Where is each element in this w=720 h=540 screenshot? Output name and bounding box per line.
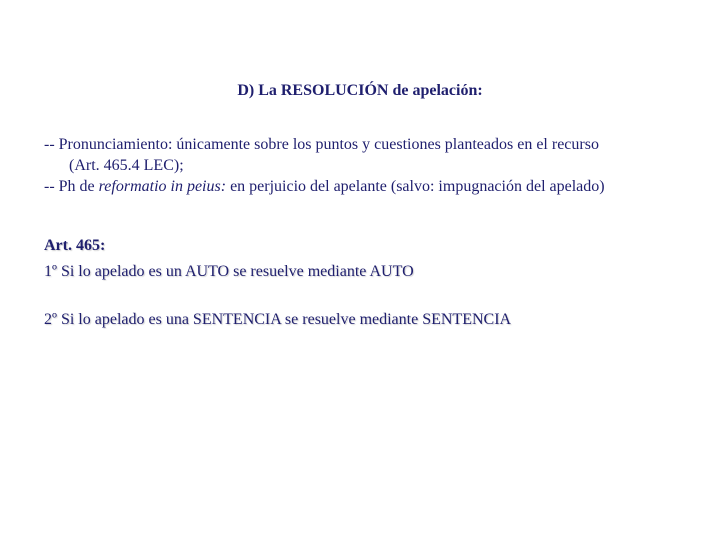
bullet-reformatio-italic: reformatio in peius: [98, 178, 227, 195]
bullet-list [44, 134, 704, 197]
bullet-pronunciamiento-continuation-text: (Art. 465.4 LEC); [69, 157, 184, 174]
article-rule-sentencia: 2º Si lo apelado es una SENTENCIA se resuelve mediante SENTENCIA [44, 311, 512, 328]
slide-title: D) La RESOLUCIÓN de apelación: [237, 82, 483, 99]
bullet-pronunciamiento [44, 134, 704, 155]
bullet-pronunciamiento-text: -- Pronunciamiento: únicamente sobre los puntos y cuestiones planteados en el recurso [44, 136, 599, 153]
article-block [44, 233, 704, 285]
article-heading: Art. 465: [44, 237, 106, 254]
bullet-reformatio-prefix: -- Ph de [44, 178, 99, 195]
bullet-pronunciamiento-continuation [44, 155, 704, 176]
article-rule-auto: 1º Si lo apelado es un AUTO se resuelve mediante AUTO [44, 263, 414, 280]
bullet-reformatio-suffix: en perjuicio del apelante (salvo: impugnación del apelado) [226, 178, 605, 195]
bullet-reformatio [44, 176, 704, 197]
